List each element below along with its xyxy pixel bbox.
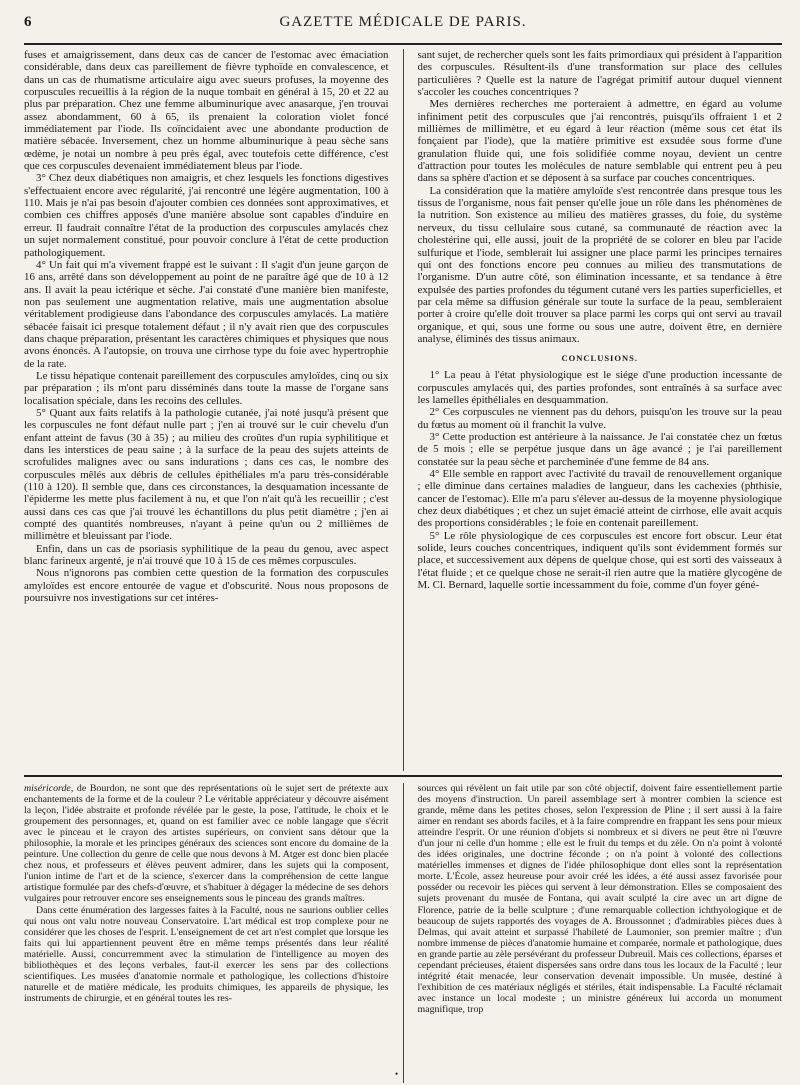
main-article bbox=[24, 49, 782, 777]
conclusion-item: 5° Le rôle physiologique de ces corpuscules est encore fort obscur. Leur état solide, leurs couches concentriques, indiquent qu'ils sont évidemment formés sur place, et successivement aux dépens de quelque chose, qui est sorti des vaisseaux à l'état fluide ; et ce quelque chose ne serait-il rien autre que la matière glycogène de M. Cl. Bernard, laquelle sortie incessamment du foie, comme d'un foyer géné- bbox=[417, 529, 782, 592]
left-paragraph: Enfin, dans un cas de psoriasis syphilitique de la peau du genou, avec aspect blanc farineux argenté, je n'ai trouvé que 10 à 15 de ces mêmes corpuscules. bbox=[24, 542, 389, 568]
right-paragraph: sant sujet, de rechercher quels sont les faits primordiaux qui président à l'apparition des corpuscules. Résultent-ils d'une transformation sur place des cellules particulières ? Quelle est la nature de l'agrégat primitif autour duquel viennent s'accoler les couches concentriques ? bbox=[417, 49, 782, 99]
left-paragraph: Le tissu hépatique contenait pareillement des corpuscules amyloïdes, cinq ou six par préparation ; ils m'ont paru disséminés dans toute la masse de l'organe sans localisation spéciale, dans les recoins des cellules. bbox=[24, 369, 389, 407]
conclusions-heading: CONCLUSIONS. bbox=[561, 353, 638, 364]
feuilleton-text: , de Bourdon, ne sont que des représentations où le sujet sert de prétexte aux enchantements de la forme et de la couleur ? Le véritable appréciateur y découvre aisément la leçon, l'idée abstraite et profonde révélée par le geste, la pose, l'attitude, le choix et le groupement des personnages, et, quand on est familier avec ce noble langage que s'écrit avec le pinceau et le crayon des artistes supérieurs, on convient sans détour que la philosophie, la morale et les principes généraux des sciences sont encore du domaine de la peinture. Une collection du genre de celle que nous devons à M. Atger est donc bien placée chez nous, et professeurs et élèves peuvent admirer, dans les sujets qui la composent, l'union intime de l'art et de la science, s'exercer dans la compréhension de cette langue artistique formulée par des chefs-d'œuvre, et s'habituer à dégager la médecine de ses dehors vulgaires pour retrouver encore ses enseignements sous le pinceau des grands maîtres. bbox=[24, 783, 389, 905]
feuilleton-left-column bbox=[24, 783, 389, 1083]
feuilleton-paragraph: sources qui révèlent un fait utile par son côté objectif, doivent faire essentiellement partie des moyens d'instruction. Un pareil assemblage sert à montrer combien la science est grande, même dans les petites choses, selon l'expression de Pline ; il sert aussi à la faire aimer en rendant ses abords faciles, et à la faire comprendre en frappant les sens pour mieux atteindre l'esprit. Or une réunion d'objets si nombreux et si divers ne peut être ni l'œuvre d'un jour ni celle d'un homme ; elle est le fruit du temps et du zèle. On n'a point à volonté des idées originales, une doctrine féconde ; on n'a point à volonté des collections matérielles immenses et dignes de l'idée philosophique dont elles sont la représentation morte. L'École, assez heureuse pour avoir créé les idées, a été aussi assez favorisée pour posséder ou recevoir les pièces qui servent à leur démonstration. Elles se composaient des sujets provenant du musée de Fontana, qui avait sculpté la cire avec un art digne de Florence, patrie de la belle sculpture ; d'une remarquable collection ichthyologique et de beaucoup de sujets rapportés des voyages de A. Broussonnet ; d'admirables pièces dues à Delmas, qui avait atteint et surpassé l'habileté de Laumonier, son premier maître ; d'un nombre immense de pièces d'anatomie humaine et comparée, normale et pathologique, dues en grande partie au zèle persévérant du professeur Dubreuil. Mais ces collections, éparses et cependant précieuses, étaient dispersées sans ordre dans tous les locaux de la Faculté ; leur intégrité était menacée, leur conservation devenait impossible. Un musée, destiné à l'exhibition de ces matériaux négligés et stériles, était indispensable. La Faculté réclamait avec instance un local modeste ; un ministre généreux lui accorda un monument magnifique, trop bbox=[417, 783, 782, 1015]
feuilleton-section bbox=[24, 783, 782, 1083]
left-paragraph: 3° Chez deux diabétiques non amaigris, et chez lesquels les fonctions digestives s'effectuaient encore avec régularité, j'ai rencontré une légère augmentation, 100 à 110. Mais je n'ai pas besoin d'ajouter combien ces données sont approximatives, et combien ces chiffres apposés d'une manière absolue sont capables d'induire en erreur. Il faudrait connaître l'état de la production des corpuscules amylacés chez un sujet normalement constitué, pour pouvoir conclure à l'état de cette production pathologiquement. bbox=[24, 172, 389, 259]
column-divider bbox=[403, 783, 404, 1083]
page-header bbox=[24, 14, 782, 45]
page-number: 6 bbox=[24, 14, 32, 30]
journal-title: GAZETTE MÉDICALE DE PARIS. bbox=[279, 14, 527, 30]
conclusion-item: 1° La peau à l'état physiologique est le siége d'une production incessante de corpuscules amylacés qui, des parties profondes, sont entraînés à sa surface avec les lamelles épithéliales en desquammation. bbox=[417, 369, 782, 406]
right-paragraph: La considération que la matière amyloïde s'est rencontrée dans presque tous les tissus de l'organisme, nous fait penser qu'elle joue un rôle dans les phénomènes de la nutrition. Son existence au milieu des matières grasses, du foie, du système nerveux, du tissu cellulaire sous cutané, sa communauté de réaction avec la cholestérine qui, elle aussi, jouit de la propriété de se colorer en bleu par l'acide sulfurique et l'iode, semblerait lui assigner une place parmi les principes ternaires qui ont des fonctions encore peu connues au milieu des transmutations de l'organisme. D'un autre côté, son élimination incessante, et sa tendance à être expulsée des parties profondes du tégument cutané vers les parties superficielles, et par cela même sa diffusion générale sur toute la surface de la peau, sembleraient porter à croire qu'elle doit trouver sa place parmi les corps qui ont servi au travail organique, et qui, sous une forme ou sous une autre, doivent être, en dernière analyse, éliminés des tissus animaux. bbox=[417, 184, 782, 345]
conclusion-item: 3° Cette production est antérieure à la naissance. Je l'ai constatée chez un fœtus de 5 mois ; elle se perpétue jusque dans un âge avancé ; je l'ai pareillement constatée sur la peau sèche et parcheminée d'une femme de 84 ans. bbox=[417, 430, 782, 468]
feuilleton-first-word: miséricorde bbox=[24, 783, 71, 794]
left-paragraph: fuses et amaigrissement, dans deux cas de cancer de l'estomac avec émaciation considérable, dans deux cas pareillement de fièvre typhoïde en convalescence, et dans un cas de rhumatisme articulaire aigu avec sueurs profuses, la moyenne des corpuscules recueillis à la région de la nuque tombait en général à 15, 20 et 22 au plus par préparation. Chez une femme albuminurique avec anasarque, j'en trouvai assez abondamment, 60 à 65, ils prenaient la coloration violet foncé immédiatement par l'iode. Ils coïncidaient avec une abondante production de matière sébacée. Inversement, chez un homme albuminurique à peau sèche sans œdème, je notai un nombre à peu près égal, avec toutefois cette différence, c'est que ces corpuscules devenaient immédiatement bleus par l'iode. bbox=[24, 49, 389, 173]
conclusion-item: 2° Ces corpuscules ne viennent pas du dehors, puisqu'on les trouve sur la peau du fœtus au moment où il franchit la vulve. bbox=[417, 406, 782, 431]
right-paragraph: Mes dernières recherches me porteraient à admettre, en égard au volume infiniment petit des corpuscules que j'ai rencontrés, puisqu'ils offraient 1 et 2 millièmes de millimètre, et eu égard à leur réaction (même sous cet état ils fonçaient par l'iode), que la matière primitive est exsudée sous forme d'une granulation fluide qui, une fois solidifiée comme noyau, devient un centre d'attraction pour toutes les molécules de nature semblable qui entrent peu à peu dans sa sphère d'action et se déposent à sa surface par couches concentriques. bbox=[417, 98, 782, 185]
left-paragraph: 5° Quant aux faits relatifs à la pathologie cutanée, j'ai noté jusqu'à présent que les corpuscules ne font défaut nulle part ; j'en ai trouvé sur le cuir chevelu d'un enfant atteint de favus (30 à 35) ; au milieu des croûtes d'un rupia syphilitique et dans les interstices de peau saine ; à la surface de la peau des sujets atteints de scrofulides malignes avec ou sans indurations ; dans ces cas, le nombre des corpuscules mêlés aux débris de cellules épithéliales m'a paru très-considérable (110 à 120). Il semble que, dans ces circonstances, la desquamation incessante de l'épiderme les mette plus facilement à nu, et que l'on n'ait qu'à les recueillir ; c'est aussi dans ces cas que j'ai trouvé les échantillons du plus petit diamètre ; j'en ai compté des quantités nombreuses, n'ayant à peine qu'un ou 2 millièmes de millimètre et bleuissant par l'iode. bbox=[24, 406, 389, 543]
left-column bbox=[24, 49, 389, 771]
left-paragraph: Nous n'ignorons pas combien cette question de la formation des corpuscules amyloïdes est encore entourée de vague et d'obscurité. Nous nous proposons de poursuivre nos investigations sur cet intéres- bbox=[24, 567, 389, 605]
conclusion-item: 4° Elle semble en rapport avec l'activité du travail de renouvellement organique ; elle diminue dans certaines maladies de langueur, dans les cachexies (phthisie, cancer de l'estomac). Elle m'a paru s'élever au-dessus de la moyenne physiologique chez deux diabétiques ; et chez un sujet émacié atteint de cirrhose, elle avait acquis des proportions considérables ; le foie en contenait pareillement. bbox=[417, 468, 782, 530]
left-paragraph: 4° Un fait qui m'a vivement frappé est le suivant : Il s'agit d'un jeune garçon de 16 ans, arrêté dans son développement au point de ne paraître âgé que de 10 à 12 ans. Il avait la peau ictérique et sèche. J'ai constaté d'une manière bien manifeste, non pas seulement une augmentation relative, mais une augmentation absolue véritablement prodigieuse dans l'abondance des corpuscules amylacés. La matière sébacée faisait ici presque totalement défaut ; il n'y avait rien que des corpuscules dans chaque préparation, présentant les caractères chimiques et physiques que nous avons énoncés. A l'autopsie, on trouva une cirrhose type du foie avec hypertrophie de la rate. bbox=[24, 258, 389, 370]
bottom-mark: • bbox=[395, 1069, 399, 1079]
right-column bbox=[418, 49, 783, 771]
feuilleton-right-column bbox=[418, 783, 783, 1083]
column-divider bbox=[403, 49, 404, 771]
feuilleton-paragraph bbox=[24, 783, 389, 905]
feuilleton-paragraph: Dans cette énumération des largesses faites à la Faculté, nous ne saurions oublier celles qui nous ont valu notre nouveau Conservatoire. L'art médical est trop complexe pour ne considérer que les choses de l'esprit. L'enseignement de cet art n'est complet que lorsque les faits qui lui appartiennent peuvent être en même temps présentés dans leur réalité matérielle. Aussi, concurremment avec la stimulation de l'intelligence au moyen des bibliothèques et des leçons verbales, faut-il exercer les sens par des collections scientifiques. Les musées d'anatomie normale et pathologique, les collections d'histoire naturelle et de matière médicale, les produits chimiques, les appareils de physique, les instruments de chirurgie, et en général toutes les res- bbox=[24, 904, 389, 1004]
